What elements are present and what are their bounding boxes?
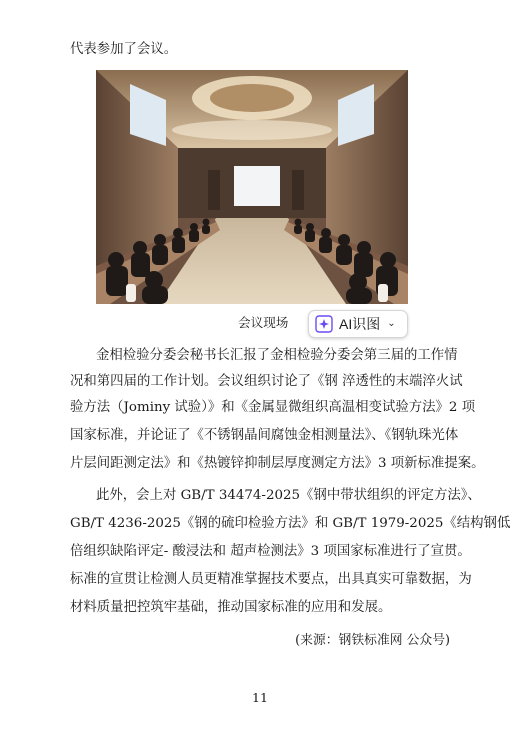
- ai-button-label: AI识图: [339, 316, 381, 332]
- paragraph-1-line-4: 国家标准，并论证了《不锈钢晶间腐蚀金相测量法》、《钢轨珠光体: [70, 428, 459, 443]
- page-number: 11: [252, 690, 268, 705]
- paragraph-1-line-2: 况和第四届的工作计划。会议组织讨论了《钢 淬透性的末端淬火试: [70, 374, 463, 389]
- paragraph-2-line-1: 此外，会上对 GB/T 34474-2025《钢中带状组织的评定方法》、: [96, 488, 481, 503]
- chevron-down-icon[interactable]: ⌄: [387, 317, 396, 329]
- paragraph-1-line-1: 金相检验分委会秘书长汇报了金相检验分委会第三届的工作情: [96, 348, 458, 363]
- meeting-photo: [96, 70, 408, 304]
- photo-caption: 会议现场: [238, 315, 289, 330]
- paragraph-1-line-3: 验方法（Jominy 试验）》和《金属显微组织高温相变试验方法》2 项: [70, 400, 476, 415]
- sparkle-icon: [315, 315, 333, 333]
- paragraph-2-line-4: 标准的宣贯让检测人员更精准掌握技术要点，出具真实可靠数据，为: [70, 572, 472, 587]
- paragraph-2-line-3: 倍组织缺陷评定- 酸浸法和 超声检测法》3 项国家标准进行了宣贯。: [70, 544, 471, 559]
- paragraph-2-line-5: 材料质量把控筑牢基础，推动国家标准的应用和发展。: [70, 600, 392, 615]
- source-attribution: (来源：钢铁标准网 公众号): [295, 633, 450, 648]
- paragraph-2-line-2: GB/T 4236-2025《钢的硫印检验方法》和 GB/T 1979-2025《结构钢低: [70, 516, 511, 531]
- intro-text-line: 代表参加了会议。: [70, 42, 178, 57]
- paragraph-1-line-5: 片层间距测定法》和《热镀锌抑制层厚度测定方法》3 项新标准提案。: [70, 456, 485, 471]
- meeting-hall-image: [96, 70, 408, 304]
- ai-image-recognition-button[interactable]: [308, 310, 408, 338]
